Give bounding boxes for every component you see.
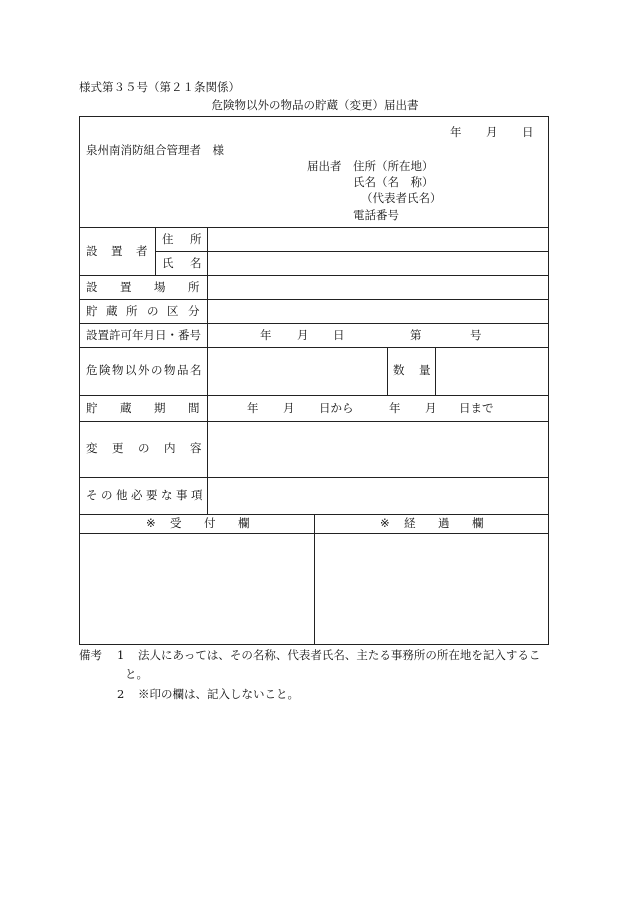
period-from-day: 日から bbox=[319, 401, 354, 415]
item-name-1: 危 bbox=[86, 363, 98, 377]
permit-no-suffix: 号 bbox=[470, 328, 482, 342]
note-1-continuation: と。 bbox=[125, 667, 148, 681]
item-name-5: 外 bbox=[138, 363, 150, 377]
permit-year: 年 bbox=[260, 328, 272, 342]
installer-label-2: 置 bbox=[111, 244, 123, 258]
period-to-day: 日まで bbox=[459, 401, 494, 415]
reception-label-1: 受 bbox=[170, 516, 182, 530]
change-label-5: 容 bbox=[190, 441, 202, 455]
permit-no-prefix: 第 bbox=[410, 328, 422, 342]
note-1-number: 1 bbox=[117, 648, 125, 662]
progress-label-2: 過 bbox=[438, 516, 450, 530]
item-name-6: の bbox=[151, 363, 163, 377]
reception-label-2: 付 bbox=[204, 516, 216, 530]
location-label-2: 置 bbox=[120, 280, 132, 294]
installer-name-2: 名 bbox=[190, 256, 202, 270]
period-label-2: 蔵 bbox=[120, 401, 132, 415]
other-label-2: の bbox=[101, 488, 113, 502]
addressee: 泉州南消防組合管理者 様 bbox=[86, 143, 224, 157]
installer-label-3: 者 bbox=[136, 244, 148, 258]
storage-class-2: 蔵 bbox=[106, 304, 118, 318]
installer-name-1: 氏 bbox=[162, 256, 174, 270]
item-name-4: 以 bbox=[125, 363, 137, 377]
change-label-4: 内 bbox=[164, 441, 176, 455]
location-label-3: 場 bbox=[154, 280, 166, 294]
location-label-1: 設 bbox=[86, 280, 98, 294]
date-day: 日 bbox=[522, 125, 534, 139]
storage-class-1: 貯 bbox=[86, 304, 98, 318]
form-table bbox=[79, 116, 549, 645]
quantity-label-1: 数 bbox=[393, 363, 405, 377]
item-name-2: 険 bbox=[99, 363, 111, 377]
item-name-9: 名 bbox=[190, 363, 202, 377]
change-label-3: の bbox=[138, 441, 150, 455]
installer-address-1: 住 bbox=[162, 232, 174, 246]
note-1-text: 法人にあっては、その名称、代表者氏名、主たる事務所の所在地を記入するこ bbox=[138, 648, 541, 662]
other-label-7: 事 bbox=[176, 488, 188, 502]
applicant-label: 届出者 bbox=[307, 159, 342, 173]
reception-label-3: 欄 bbox=[238, 516, 250, 530]
permit-day: 日 bbox=[333, 328, 345, 342]
quantity-label-2: 量 bbox=[419, 363, 431, 377]
storage-class-4: の bbox=[147, 304, 159, 318]
location-label-4: 所 bbox=[188, 280, 200, 294]
storage-class-3: 所 bbox=[126, 304, 138, 318]
installer-label-1: 設 bbox=[86, 244, 98, 258]
other-label-5: 要 bbox=[146, 488, 158, 502]
item-name-3: 物 bbox=[112, 363, 124, 377]
progress-mark: ※ bbox=[380, 516, 390, 530]
progress-label-1: 経 bbox=[404, 516, 416, 530]
other-label-6: な bbox=[161, 488, 173, 502]
date-month: 月 bbox=[486, 125, 498, 139]
note-2-text: ※印の欄は、記入しないこと。 bbox=[138, 687, 299, 701]
other-label-8: 項 bbox=[191, 488, 203, 502]
period-from-month: 月 bbox=[283, 401, 295, 415]
period-label-1: 貯 bbox=[86, 401, 98, 415]
period-to-month: 月 bbox=[425, 401, 437, 415]
notes-label: 備考 bbox=[79, 648, 102, 662]
permit-label: 設置許可年月日・番号 bbox=[86, 328, 201, 342]
storage-class-6: 分 bbox=[188, 304, 200, 318]
period-label-3: 期 bbox=[154, 401, 166, 415]
address-label: 住所（所在地） bbox=[353, 159, 434, 173]
change-label-1: 変 bbox=[86, 441, 98, 455]
other-label-1: そ bbox=[86, 488, 98, 502]
period-to-year: 年 bbox=[389, 401, 401, 415]
progress-label-3: 欄 bbox=[472, 516, 484, 530]
change-label-2: 更 bbox=[112, 441, 124, 455]
reception-mark: ※ bbox=[146, 516, 156, 530]
installer-address-2: 所 bbox=[190, 232, 202, 246]
other-label-3: 他 bbox=[116, 488, 128, 502]
phone-label: 電話番号 bbox=[353, 208, 399, 222]
date-year: 年 bbox=[450, 125, 462, 139]
form-number: 様式第３５号（第２１条関係） bbox=[79, 80, 240, 94]
representative-label: （代表者氏名） bbox=[361, 191, 442, 205]
period-label-4: 間 bbox=[188, 401, 200, 415]
storage-class-5: 区 bbox=[167, 304, 179, 318]
item-name-7: 物 bbox=[164, 363, 176, 377]
name-label: 氏名（名 称） bbox=[353, 175, 434, 189]
other-label-4: 必 bbox=[131, 488, 143, 502]
period-from-year: 年 bbox=[247, 401, 259, 415]
item-name-8: 品 bbox=[177, 363, 189, 377]
permit-month: 月 bbox=[297, 328, 309, 342]
note-2-number: 2 bbox=[117, 687, 125, 701]
form-title: 危険物以外の物品の貯蔵（変更）届出書 bbox=[211, 98, 419, 112]
